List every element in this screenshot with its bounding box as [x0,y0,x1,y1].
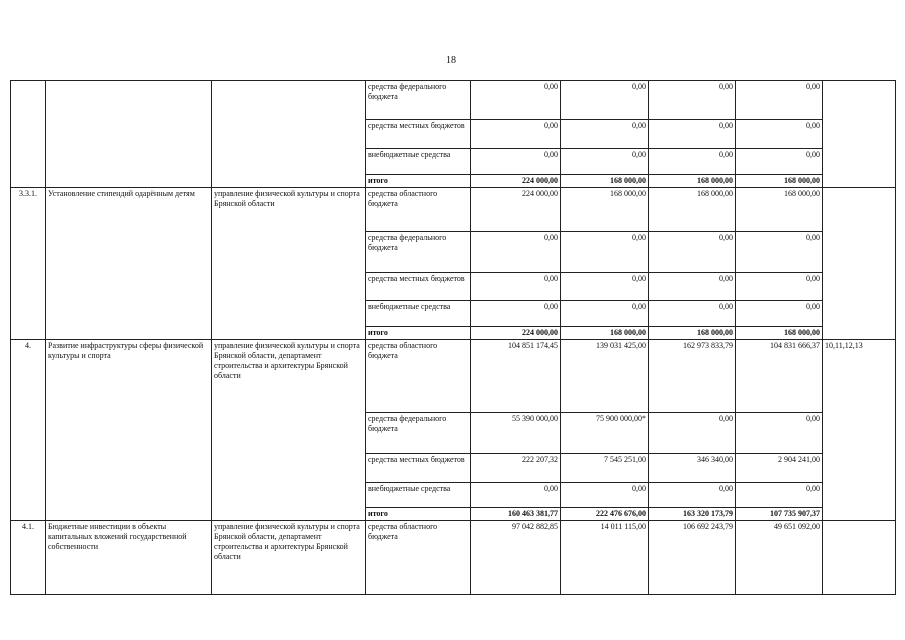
responsible-cell [212,81,366,188]
funding-source-cell: внебюджетные средства [366,301,471,327]
table-row [11,81,896,120]
measure-name-cell [46,81,212,188]
amount-cell: 224 000,00 [471,327,561,340]
amount-cell: 0,00 [471,301,561,327]
table-row [11,521,896,595]
amount-cell: 104 831 666,37 [736,340,823,413]
funding-source-cell: внебюджетные средства [366,483,471,508]
indicator-numbers-cell [823,521,896,595]
amount-cell: 168 000,00 [561,175,649,188]
code-cell: 4. [11,340,46,521]
amount-cell: 139 031 425,00 [561,340,649,413]
funding-source-cell: средства областного бюджета [366,188,471,232]
amount-cell: 0,00 [649,120,736,149]
measure-name-cell: Бюджетные инвестиции в объекты капитальных вложений государственной собственности [46,521,212,595]
amount-cell: 0,00 [649,232,736,273]
amount-cell: 160 463 381,77 [471,508,561,521]
amount-cell: 168 000,00 [649,327,736,340]
amount-cell: 0,00 [471,483,561,508]
amount-cell: 0,00 [471,120,561,149]
amount-cell: 224 000,00 [471,175,561,188]
amount-cell: 0,00 [649,81,736,120]
amount-cell: 75 900 000,00* [561,413,649,454]
amount-cell: 0,00 [561,149,649,175]
amount-cell: 168 000,00 [736,327,823,340]
amount-cell: 168 000,00 [736,188,823,232]
amount-cell: 0,00 [649,483,736,508]
measure-name-cell: Развитие инфраструктуры сферы физической культуры и спорта [46,340,212,521]
amount-cell: 222 476 676,00 [561,508,649,521]
funding-source-cell: итого [366,508,471,521]
amount-cell: 0,00 [561,120,649,149]
amount-cell: 163 320 173,79 [649,508,736,521]
amount-cell: 168 000,00 [561,188,649,232]
amount-cell: 0,00 [649,301,736,327]
code-cell: 4.1. [11,521,46,595]
amount-cell: 7 545 251,00 [561,454,649,483]
funding-source-cell: средства местных бюджетов [366,273,471,301]
amount-cell: 0,00 [561,273,649,301]
amount-cell: 168 000,00 [561,327,649,340]
funding-source-cell: средства федерального бюджета [366,81,471,120]
amount-cell: 0,00 [736,120,823,149]
amount-cell: 0,00 [649,273,736,301]
funding-source-cell: средства местных бюджетов [366,454,471,483]
funding-source-cell: средства областного бюджета [366,340,471,413]
funding-source-cell: средства федерального бюджета [366,413,471,454]
responsible-cell: управление физической культуры и спорта Брянской области, департамент строительства и архитектуры Брянской области [212,521,366,595]
amount-cell: 162 973 833,79 [649,340,736,413]
amount-cell: 0,00 [736,413,823,454]
amount-cell: 0,00 [561,301,649,327]
amount-cell: 346 340,00 [649,454,736,483]
amount-cell: 104 851 174,45 [471,340,561,413]
amount-cell: 55 390 000,00 [471,413,561,454]
page-number: 18 [446,55,456,66]
amount-cell: 0,00 [736,273,823,301]
amount-cell: 2 904 241,00 [736,454,823,483]
amount-cell: 0,00 [561,81,649,120]
amount-cell: 0,00 [471,232,561,273]
amount-cell: 168 000,00 [649,188,736,232]
table-row [11,340,896,413]
funding-source-cell: итого [366,327,471,340]
amount-cell: 0,00 [736,483,823,508]
funding-source-cell: средства областного бюджета [366,521,471,595]
amount-cell: 168 000,00 [649,175,736,188]
amount-cell: 107 735 907,37 [736,508,823,521]
table-row [11,188,896,232]
indicator-numbers-cell: 10,11,12,13 [823,340,896,521]
responsible-cell: управление физической культуры и спорта Брянской области, департамент строительства и архитектуры Брянской области [212,340,366,521]
indicator-numbers-cell [823,81,896,188]
amount-cell: 0,00 [736,301,823,327]
funding-source-cell: средства федерального бюджета [366,232,471,273]
code-cell: 3.3.1. [11,188,46,340]
amount-cell: 0,00 [471,149,561,175]
amount-cell: 0,00 [736,149,823,175]
amount-cell: 222 207,32 [471,454,561,483]
funding-source-cell: итого [366,175,471,188]
amount-cell: 0,00 [736,232,823,273]
code-cell [11,81,46,188]
amount-cell: 49 651 092,00 [736,521,823,595]
funding-source-cell: средства местных бюджетов [366,120,471,149]
responsible-cell: управление физической культуры и спорта Брянской области [212,188,366,340]
amount-cell: 14 011 115,00 [561,521,649,595]
measure-name-cell: Установление стипендий одарённым детям [46,188,212,340]
amount-cell: 0,00 [649,413,736,454]
amount-cell: 0,00 [649,149,736,175]
amount-cell: 224 000,00 [471,188,561,232]
indicator-numbers-cell [823,188,896,340]
amount-cell: 168 000,00 [736,175,823,188]
amount-cell: 106 692 243,79 [649,521,736,595]
amount-cell: 0,00 [471,273,561,301]
amount-cell: 0,00 [561,483,649,508]
amount-cell: 0,00 [561,232,649,273]
budget-table [10,80,896,595]
amount-cell: 0,00 [471,81,561,120]
funding-source-cell: внебюджетные средства [366,149,471,175]
amount-cell: 97 042 882,85 [471,521,561,595]
amount-cell: 0,00 [736,81,823,120]
